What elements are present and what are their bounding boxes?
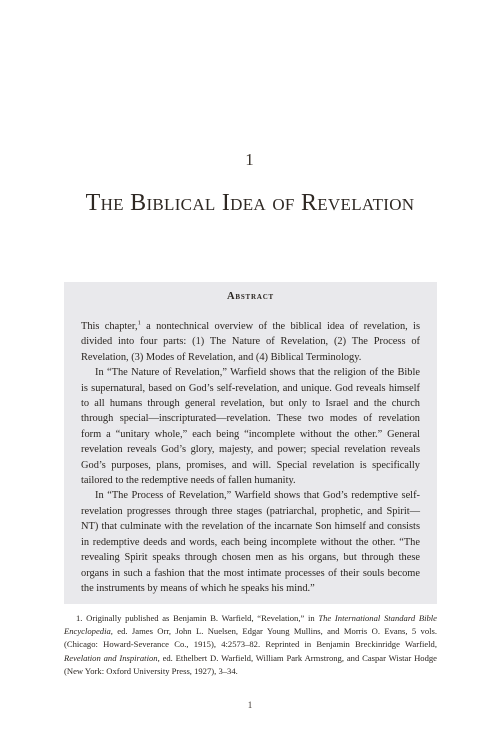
abstract-body <box>81 319 420 596</box>
chapter-title: The Biblical Idea of Revelation <box>85 190 415 216</box>
chapter-number: 1 <box>245 150 255 169</box>
footnote-text-3: , ed. Ethelbert D. Warfield, William Park Armstrong, and Caspar Wistar Hodge (New York: Oxford University Press, 1927), 3–34. <box>64 652 437 676</box>
page-number: 1 <box>247 700 253 710</box>
abstract-paragraph-2: In “The Nature of Revelation,” Warfield shows that the religion of the Bible is supernatural, based on God’s self-revelation, and unique. God reveals himself to all humans through general revelation, but only to Israel and the church through special—inscripturated—revelation. These two modes of revelation form a “unitary whole,” each being “incomplete without the other.” General revelation reveals God’s glory, majesty, and power; special revelation reveals God’s purposes, plans, promises, and will. Special revelation is specifically tailored to the redemptive needs of fallen humanity. <box>81 367 420 487</box>
footnote-text-1: 1. Originally published as Benjamin B. Warfield, “Revelation,” in <box>76 613 319 623</box>
abstract-box <box>64 282 437 604</box>
abstract-paragraph-1 <box>81 319 420 365</box>
footnote-marker[interactable]: 1 <box>137 319 141 327</box>
abstract-paragraph-3: In “The Process of Revelation,” Warfield shows that God’s redemptive self-revelation progresses through three stages (patriarchal, prophetic, and Spirit—NT) that culminate with the revelation of the incarnate Son himself and consists in redemptive deeds and words, each being incomplete without the other. “The revealing Spirit speaks through chosen men as his organs, but through these organs in such a fashion that the most intimate processes of their souls become the instruments by means of which he speaks his mind.” <box>81 490 420 594</box>
abstract-heading: Abstract <box>226 291 275 302</box>
abstract-p1-text-a: This chapter, <box>81 321 138 332</box>
footnote <box>64 612 437 678</box>
footnote-title-2: Revelation and Inspiration <box>64 652 158 663</box>
footnote-text-2: , ed. James Orr, John L. Nuelsen, Edgar Young Mullins, and Morris O. Evans, 5 vols. (Chicago: Howard-Severance Co., 1915), 4:2573–82. Reprinted in Benjamin Breckinridge Warfield, <box>64 626 437 650</box>
footnote-title-1: The International Standard Bible Encyclopedia <box>64 613 437 637</box>
abstract-p1-text-b: a nontechnical overview of the biblical idea of revelation, is divided into four parts: (1) The Nature of Revelation, (2) The Process of Revelation, (3) Modes of Revelation, and (4) Biblical Terminology. <box>81 321 420 363</box>
